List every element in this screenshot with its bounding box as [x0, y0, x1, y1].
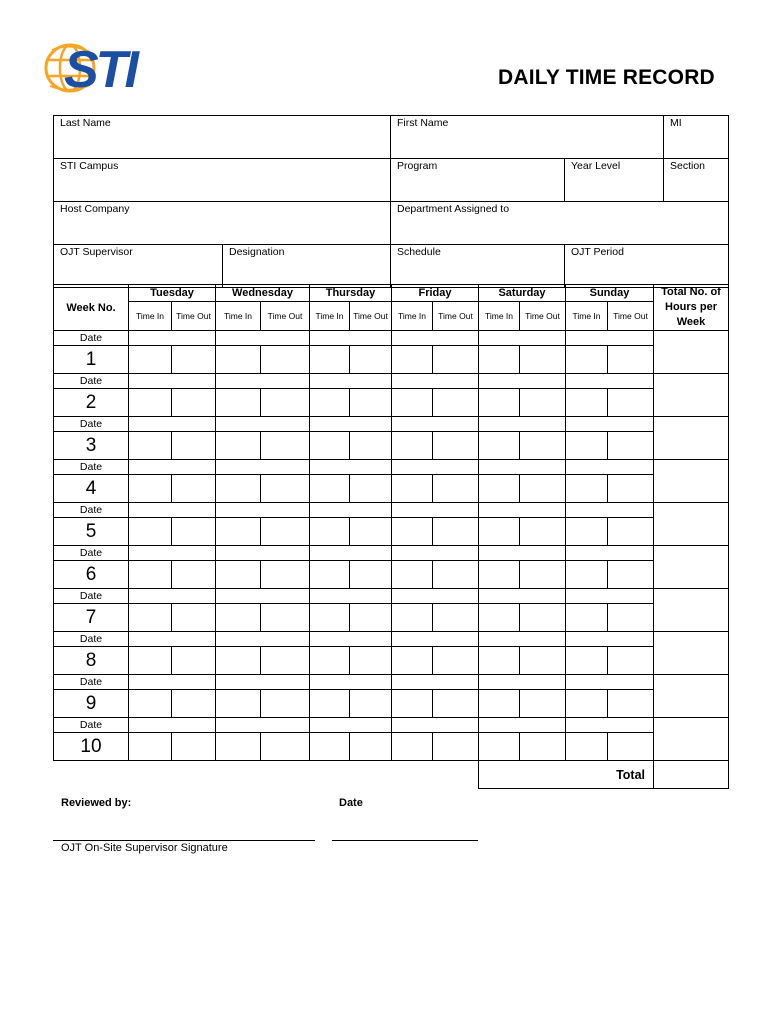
date-cell[interactable]	[129, 460, 216, 475]
reviewed-by-label: Reviewed by:	[61, 797, 132, 809]
time-out-cell[interactable]	[172, 475, 216, 503]
program-label: Program	[397, 160, 438, 172]
time-in-cell[interactable]	[479, 389, 520, 417]
time-in-cell[interactable]	[392, 432, 433, 460]
time-in-cell[interactable]	[216, 389, 261, 417]
date-label: Date	[54, 718, 129, 733]
date-cell[interactable]	[129, 632, 216, 647]
week-number: 1	[54, 346, 129, 374]
time-in-cell[interactable]	[129, 432, 172, 460]
day-header-0: Tuesday	[129, 285, 216, 302]
time-in-header: Time In	[392, 302, 433, 331]
grand-total-cell[interactable]	[654, 761, 729, 789]
supervisor-label: OJT Supervisor	[60, 246, 133, 258]
time-out-cell[interactable]	[433, 690, 479, 718]
date-cell[interactable]	[216, 589, 310, 604]
date-label: Date	[54, 331, 129, 346]
time-out-cell[interactable]	[608, 647, 654, 675]
total-row-spacer	[54, 761, 479, 789]
date-label: Date	[54, 503, 129, 518]
last-name-label: Last Name	[60, 117, 111, 129]
time-out-cell[interactable]	[520, 733, 566, 761]
time-in-cell[interactable]	[566, 475, 608, 503]
time-in-cell[interactable]	[566, 518, 608, 546]
section-label: Section	[670, 160, 706, 172]
time-in-cell[interactable]	[479, 518, 520, 546]
time-in-cell[interactable]	[392, 518, 433, 546]
time-out-cell[interactable]	[608, 733, 654, 761]
time-in-cell[interactable]	[566, 604, 608, 632]
time-out-cell[interactable]	[520, 432, 566, 460]
date-cell[interactable]	[310, 331, 392, 346]
time-out-header: Time Out	[608, 302, 654, 331]
time-out-cell[interactable]	[172, 389, 216, 417]
time-in-cell[interactable]	[479, 647, 520, 675]
time-out-cell[interactable]	[520, 561, 566, 589]
week-total-cell[interactable]	[654, 718, 729, 761]
date-cell[interactable]	[479, 632, 566, 647]
time-in-cell[interactable]	[392, 475, 433, 503]
time-out-cell[interactable]	[608, 475, 654, 503]
period-label: OJT Period	[571, 246, 624, 258]
time-out-cell[interactable]	[608, 561, 654, 589]
signature-line[interactable]	[53, 840, 315, 841]
date-cell[interactable]	[310, 546, 392, 561]
date-cell[interactable]	[216, 331, 310, 346]
supervisor-field[interactable]	[54, 245, 223, 288]
mi-label: MI	[670, 117, 682, 129]
week-number: 9	[54, 690, 129, 718]
date-cell[interactable]	[392, 503, 479, 518]
time-out-header: Time Out	[172, 302, 216, 331]
time-out-cell[interactable]	[520, 690, 566, 718]
campus-field[interactable]	[54, 159, 391, 202]
date-cell[interactable]	[216, 503, 310, 518]
date-cell[interactable]	[216, 718, 310, 733]
date-cell[interactable]	[566, 718, 654, 733]
date-cell[interactable]	[566, 374, 654, 389]
attendance-grid	[53, 284, 729, 789]
time-out-header: Time Out	[261, 302, 310, 331]
time-out-cell[interactable]	[350, 690, 392, 718]
time-out-cell[interactable]	[261, 647, 310, 675]
time-in-cell[interactable]	[310, 733, 350, 761]
time-in-cell[interactable]	[392, 346, 433, 374]
time-out-cell[interactable]	[608, 346, 654, 374]
page-title: DAILY TIME RECORD	[498, 66, 715, 89]
date-cell[interactable]	[129, 718, 216, 733]
time-in-cell[interactable]	[216, 733, 261, 761]
time-in-cell[interactable]	[479, 690, 520, 718]
time-in-cell[interactable]	[129, 561, 172, 589]
time-out-cell[interactable]	[172, 647, 216, 675]
logo-text: STI	[64, 41, 136, 99]
mi-field[interactable]	[664, 116, 729, 159]
date-cell[interactable]	[129, 546, 216, 561]
time-out-cell[interactable]	[433, 389, 479, 417]
date-cell[interactable]	[566, 675, 654, 690]
date-cell[interactable]	[479, 331, 566, 346]
department-field[interactable]	[391, 202, 729, 245]
period-field[interactable]	[565, 245, 729, 288]
week-total-cell[interactable]	[654, 331, 729, 374]
week-total-cell[interactable]	[654, 546, 729, 589]
time-in-cell[interactable]	[216, 647, 261, 675]
date-cell[interactable]	[310, 417, 392, 432]
time-in-cell[interactable]	[310, 389, 350, 417]
day-header-1: Wednesday	[216, 285, 310, 302]
date-cell[interactable]	[479, 675, 566, 690]
time-out-cell[interactable]	[350, 647, 392, 675]
time-in-header: Time In	[310, 302, 350, 331]
review-date-line[interactable]	[332, 840, 478, 841]
review-date-label: Date	[339, 797, 363, 809]
time-in-cell[interactable]	[566, 432, 608, 460]
time-out-cell[interactable]	[350, 475, 392, 503]
date-cell[interactable]	[392, 675, 479, 690]
time-out-cell[interactable]	[350, 733, 392, 761]
time-in-cell[interactable]	[566, 346, 608, 374]
time-in-cell[interactable]	[566, 561, 608, 589]
time-in-cell[interactable]	[310, 647, 350, 675]
day-header-4: Saturday	[479, 285, 566, 302]
designation-field[interactable]	[223, 245, 391, 288]
week-total-cell[interactable]	[654, 632, 729, 675]
schedule-field[interactable]	[391, 245, 565, 288]
date-cell[interactable]	[216, 460, 310, 475]
date-cell[interactable]	[216, 546, 310, 561]
time-out-cell[interactable]	[433, 518, 479, 546]
info-grid	[53, 115, 728, 288]
time-in-cell[interactable]	[216, 475, 261, 503]
time-out-cell[interactable]	[172, 561, 216, 589]
time-in-cell[interactable]	[479, 733, 520, 761]
time-out-cell[interactable]	[261, 561, 310, 589]
date-cell[interactable]	[216, 632, 310, 647]
time-in-cell[interactable]	[129, 604, 172, 632]
time-out-cell[interactable]	[350, 561, 392, 589]
date-cell[interactable]	[566, 417, 654, 432]
time-in-cell[interactable]	[129, 475, 172, 503]
time-in-cell[interactable]	[216, 346, 261, 374]
week-number: 10	[54, 733, 129, 761]
time-out-cell[interactable]	[433, 432, 479, 460]
time-in-cell[interactable]	[479, 346, 520, 374]
date-cell[interactable]	[479, 503, 566, 518]
last-name-field[interactable]	[54, 116, 391, 159]
schedule-label: Schedule	[397, 246, 441, 258]
date-label: Date	[54, 374, 129, 389]
week-total-cell[interactable]	[654, 675, 729, 718]
time-in-cell[interactable]	[310, 475, 350, 503]
time-out-cell[interactable]	[350, 432, 392, 460]
week-number: 2	[54, 389, 129, 417]
date-cell[interactable]	[566, 460, 654, 475]
total-hours-header: Total No. of Hours per Week	[654, 285, 729, 331]
day-header-2: Thursday	[310, 285, 392, 302]
time-out-cell[interactable]	[261, 518, 310, 546]
time-out-cell[interactable]	[172, 733, 216, 761]
day-header-3: Friday	[392, 285, 479, 302]
time-in-cell[interactable]	[566, 389, 608, 417]
date-cell[interactable]	[566, 331, 654, 346]
date-cell[interactable]	[310, 460, 392, 475]
time-in-cell[interactable]	[392, 733, 433, 761]
time-out-cell[interactable]	[350, 518, 392, 546]
date-cell[interactable]	[310, 589, 392, 604]
time-in-cell[interactable]	[216, 518, 261, 546]
week-number: 3	[54, 432, 129, 460]
date-label: Date	[54, 632, 129, 647]
time-in-cell[interactable]	[392, 561, 433, 589]
time-in-cell[interactable]	[479, 604, 520, 632]
time-out-cell[interactable]	[261, 389, 310, 417]
time-in-cell[interactable]	[216, 604, 261, 632]
week-number: 7	[54, 604, 129, 632]
time-out-cell[interactable]	[433, 647, 479, 675]
time-out-cell[interactable]	[350, 346, 392, 374]
date-cell[interactable]	[310, 503, 392, 518]
time-in-cell[interactable]	[129, 389, 172, 417]
date-cell[interactable]	[392, 331, 479, 346]
week-no-header: Week No.	[54, 285, 129, 331]
week-number: 8	[54, 647, 129, 675]
date-cell[interactable]	[310, 675, 392, 690]
time-out-cell[interactable]	[261, 604, 310, 632]
time-out-cell[interactable]	[608, 389, 654, 417]
designation-label: Designation	[229, 246, 285, 258]
time-out-cell[interactable]	[433, 604, 479, 632]
day-header-5: Sunday	[566, 285, 654, 302]
date-cell[interactable]	[129, 417, 216, 432]
time-out-cell[interactable]	[520, 389, 566, 417]
date-cell[interactable]	[310, 632, 392, 647]
date-cell[interactable]	[566, 546, 654, 561]
time-in-cell[interactable]	[479, 561, 520, 589]
time-out-cell[interactable]	[433, 475, 479, 503]
host-company-field[interactable]	[54, 202, 391, 245]
time-out-cell[interactable]	[520, 647, 566, 675]
date-cell[interactable]	[566, 503, 654, 518]
date-cell[interactable]	[566, 589, 654, 604]
sti-logo	[44, 40, 168, 98]
time-out-cell[interactable]	[608, 604, 654, 632]
time-in-cell[interactable]	[392, 389, 433, 417]
time-out-cell[interactable]	[433, 733, 479, 761]
date-label: Date	[54, 546, 129, 561]
grand-total-label: Total	[479, 761, 654, 789]
time-out-cell[interactable]	[520, 475, 566, 503]
time-out-cell[interactable]	[172, 432, 216, 460]
week-total-cell[interactable]	[654, 417, 729, 460]
week-total-cell[interactable]	[654, 589, 729, 632]
year-level-field[interactable]	[565, 159, 664, 202]
time-in-header: Time In	[216, 302, 261, 331]
time-out-cell[interactable]	[608, 432, 654, 460]
date-cell[interactable]	[129, 675, 216, 690]
time-in-cell[interactable]	[566, 690, 608, 718]
campus-label: STI Campus	[60, 160, 119, 172]
time-out-cell[interactable]	[261, 475, 310, 503]
time-in-cell[interactable]	[479, 475, 520, 503]
date-cell[interactable]	[479, 374, 566, 389]
time-in-cell[interactable]	[392, 647, 433, 675]
date-cell[interactable]	[479, 589, 566, 604]
time-in-cell[interactable]	[310, 346, 350, 374]
section-field[interactable]	[664, 159, 729, 202]
time-in-cell[interactable]	[392, 604, 433, 632]
date-cell[interactable]	[129, 503, 216, 518]
time-in-header: Time In	[129, 302, 172, 331]
time-out-cell[interactable]	[172, 604, 216, 632]
date-cell[interactable]	[566, 632, 654, 647]
date-cell[interactable]	[129, 589, 216, 604]
date-cell[interactable]	[392, 632, 479, 647]
date-cell[interactable]	[129, 331, 216, 346]
week-total-cell[interactable]	[654, 374, 729, 417]
department-label: Department Assigned to	[397, 203, 510, 215]
date-cell[interactable]	[392, 589, 479, 604]
time-out-cell[interactable]	[261, 432, 310, 460]
time-out-header: Time Out	[433, 302, 479, 331]
year-level-label: Year Level	[571, 160, 621, 172]
date-cell[interactable]	[216, 675, 310, 690]
time-out-cell[interactable]	[261, 346, 310, 374]
time-in-cell[interactable]	[129, 733, 172, 761]
time-out-cell[interactable]	[520, 604, 566, 632]
time-in-cell[interactable]	[216, 690, 261, 718]
week-number: 4	[54, 475, 129, 503]
date-cell[interactable]	[310, 374, 392, 389]
time-in-cell[interactable]	[310, 690, 350, 718]
date-cell[interactable]	[392, 460, 479, 475]
date-cell[interactable]	[129, 374, 216, 389]
week-total-cell[interactable]	[654, 460, 729, 503]
time-in-cell[interactable]	[310, 561, 350, 589]
host-company-label: Host Company	[60, 203, 130, 215]
date-cell[interactable]	[392, 546, 479, 561]
time-in-cell[interactable]	[479, 432, 520, 460]
date-label: Date	[54, 589, 129, 604]
time-out-cell[interactable]	[261, 733, 310, 761]
date-cell[interactable]	[479, 718, 566, 733]
date-cell[interactable]	[310, 718, 392, 733]
date-cell[interactable]	[392, 417, 479, 432]
time-in-cell[interactable]	[129, 690, 172, 718]
time-in-cell[interactable]	[310, 432, 350, 460]
week-total-cell[interactable]	[654, 503, 729, 546]
date-cell[interactable]	[216, 374, 310, 389]
signature-caption: OJT On-Site Supervisor Signature	[61, 842, 228, 854]
time-out-cell[interactable]	[261, 690, 310, 718]
time-out-cell[interactable]	[608, 690, 654, 718]
time-in-cell[interactable]	[566, 647, 608, 675]
date-cell[interactable]	[479, 460, 566, 475]
time-in-cell[interactable]	[129, 346, 172, 374]
date-label: Date	[54, 460, 129, 475]
date-label: Date	[54, 417, 129, 432]
time-out-header: Time Out	[350, 302, 392, 331]
time-in-cell[interactable]	[216, 432, 261, 460]
date-cell[interactable]	[479, 546, 566, 561]
time-out-cell[interactable]	[172, 690, 216, 718]
time-in-header: Time In	[566, 302, 608, 331]
program-field[interactable]	[391, 159, 565, 202]
first-name-label: First Name	[397, 117, 449, 129]
time-in-cell[interactable]	[566, 733, 608, 761]
week-number: 5	[54, 518, 129, 546]
time-in-cell[interactable]	[129, 518, 172, 546]
time-in-cell[interactable]	[310, 604, 350, 632]
date-cell[interactable]	[392, 718, 479, 733]
time-out-cell[interactable]	[172, 346, 216, 374]
time-in-cell[interactable]	[129, 647, 172, 675]
date-cell[interactable]	[479, 417, 566, 432]
time-in-cell[interactable]	[310, 518, 350, 546]
time-out-cell[interactable]	[520, 518, 566, 546]
time-out-cell[interactable]	[172, 518, 216, 546]
time-out-cell[interactable]	[350, 604, 392, 632]
first-name-field[interactable]	[391, 116, 664, 159]
time-out-header: Time Out	[520, 302, 566, 331]
time-in-header: Time In	[479, 302, 520, 331]
time-out-cell[interactable]	[608, 518, 654, 546]
date-cell[interactable]	[392, 374, 479, 389]
date-label: Date	[54, 675, 129, 690]
time-out-cell[interactable]	[433, 561, 479, 589]
time-out-cell[interactable]	[520, 346, 566, 374]
time-in-cell[interactable]	[392, 690, 433, 718]
time-out-cell[interactable]	[350, 389, 392, 417]
time-out-cell[interactable]	[433, 346, 479, 374]
week-number: 6	[54, 561, 129, 589]
date-cell[interactable]	[216, 417, 310, 432]
time-in-cell[interactable]	[216, 561, 261, 589]
